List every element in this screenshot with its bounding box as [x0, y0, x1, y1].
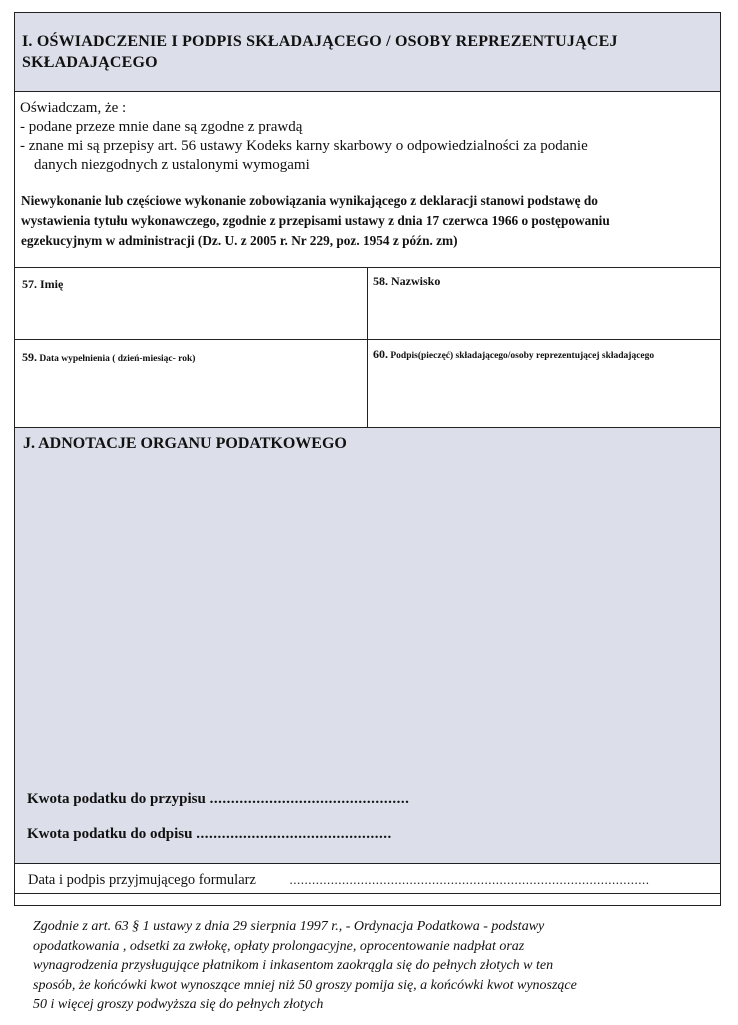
amount-to-write-off[interactable]: Kwota podatku do odpisu ..............................................	[27, 826, 392, 842]
field-60-signature[interactable]: 60. Podpis(pieczęć) składającego/osoby reprezentującej składającego	[373, 347, 655, 361]
section-j-title: J. ADNOTACJE ORGANU PODATKOWEGO	[23, 435, 347, 452]
footnote-rounding-rule: Zgodnie z art. 63 § 1 ustawy z dnia 29 sierpnia 1997 r., - Ordynacja Podatkowa - podstawy opodatkowania , odsetki za zwłokę, opłaty prolongacyjne, oprocentowanie nadpłat oraz wynagrodzenia przysługujące płatnikom i inkasentom zaokrągla się do pełnych złotych w ten sposób, że końcówki kwot wynoszące mniej niż 50 groszy pomija się, a końcówki kwot wynoszące 50 i więcej groszy podwyższa się do pełnych złotych	[33, 919, 577, 1012]
enforcement-warning: Niewykonanie lub częściowe wykonanie zobowiązania wynikającego z deklaracji stanowi podstawę do wystawienia tytułu wykonawczego, zgodnie z przepisami ustawy z dnia 17 czerwca 1966 o postępowaniu egzekucyjnym w administracji (Dz. U. z 2005 r. Nr 229, poz. 1954 z późn. zm)	[21, 193, 610, 248]
receiver-signature-field[interactable]: Data i podpis przyjmującego formularz ................................................................................................	[28, 872, 650, 888]
form-page	[14, 12, 721, 906]
field-58-surname[interactable]: 58. Nazwisko	[373, 274, 441, 288]
section-i-header	[15, 13, 720, 91]
field-57-first-name[interactable]: 57. Imię	[22, 277, 64, 291]
declaration-item-2-cont: danych niezgodnych z ustalonymi wymogami	[34, 157, 310, 173]
field-59-fill-date[interactable]: 59. Data wypełnienia ( dzień-miesiąc- rok)	[22, 350, 196, 364]
declaration-item-2: - znane mi są przepisy art. 56 ustawy Kodeks karny skarbowy o odpowiedzialności za podanie	[20, 138, 588, 154]
declaration-text	[20, 99, 710, 175]
amount-to-assess[interactable]: Kwota podatku do przypisu ...............................................	[27, 791, 410, 807]
section-i-title: I. OŚWIADCZENIE I PODPIS SKŁADAJĄCEGO / OSOBY REPREZENTUJĄCEJ SKŁADAJĄCEGO	[22, 33, 618, 71]
declaration-item-1: - podane przeze mnie dane są zgodne z prawdą	[20, 119, 303, 135]
declaration-intro: Oświadczam, że :	[20, 100, 127, 116]
